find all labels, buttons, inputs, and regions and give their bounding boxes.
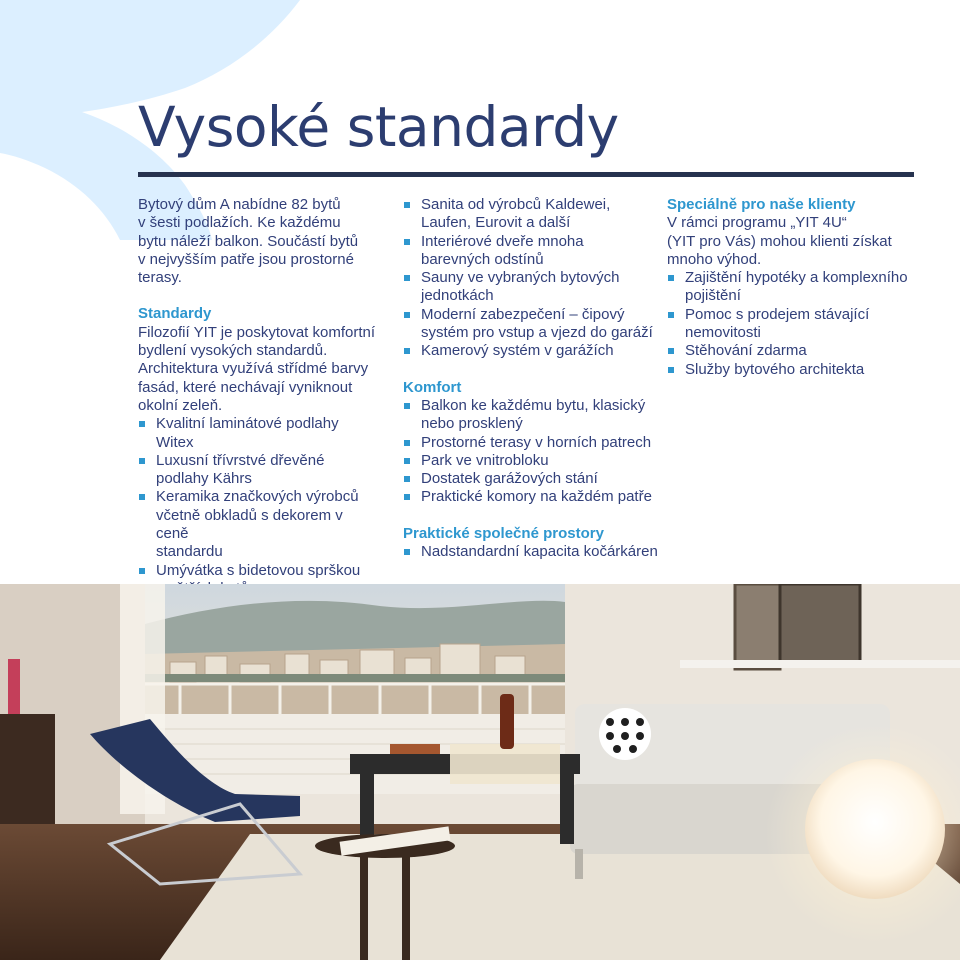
list-item: Moderní zabezpečení – čipový systém pro vstup a vjezd do garáží xyxy=(403,306,658,343)
bullet-icon xyxy=(404,275,410,281)
bullet-icon xyxy=(668,348,674,354)
list-item: Zajištění hypotéky a komplexního pojištění xyxy=(667,269,917,306)
list-item: Praktické komory na každém patře xyxy=(403,488,658,506)
column-features xyxy=(403,196,658,561)
bullet-icon xyxy=(404,348,410,354)
standards-text: Filozofií YIT je poskytovat komfortní bydlení vysokých standardů. Architektura využívá střídmé barvy fasád, které nechávají vyniknout okolní zeleň. xyxy=(138,323,376,414)
column-standards xyxy=(138,196,378,598)
list-item: Stěhování zdarma xyxy=(667,342,917,360)
heading-komfort: Komfort xyxy=(403,378,462,396)
bullet-icon xyxy=(404,202,410,208)
clients-list xyxy=(667,269,917,379)
bullet-icon xyxy=(668,275,674,281)
common-spaces-list xyxy=(403,543,658,561)
features-list xyxy=(403,196,658,361)
list-item: Kvalitní laminátové podlahy Witex xyxy=(138,415,378,452)
bullet-icon xyxy=(139,568,145,574)
list-item: Interiérové dveře mnoha barevných odstínů xyxy=(403,233,658,270)
page-title: Vysoké standardy xyxy=(138,95,619,159)
bullet-icon xyxy=(404,549,410,555)
list-item: Nadstandardní kapacita kočárkáren xyxy=(403,543,658,561)
bullet-icon xyxy=(404,312,410,318)
list-item: Dostatek garážových stání xyxy=(403,470,658,488)
bullet-icon xyxy=(139,458,145,464)
bullet-icon xyxy=(404,476,410,482)
heading-clients: Speciálně pro naše klienty xyxy=(667,196,856,213)
title-divider xyxy=(138,172,914,177)
standards-list xyxy=(138,415,378,598)
clients-text: V rámci programu „YIT 4U“ (YIT pro Vás) mohou klienti získat mnoho výhod. xyxy=(667,214,892,268)
komfort-list xyxy=(403,397,658,507)
bullet-icon xyxy=(404,440,410,446)
bullet-icon xyxy=(139,494,145,500)
bullet-icon xyxy=(404,239,410,245)
bullet-icon xyxy=(668,367,674,373)
list-item: Sauny ve vybraných bytových jednotkách xyxy=(403,269,658,306)
list-item: Pomoc s prodejem stávající nemovitosti xyxy=(667,306,917,343)
list-item: Keramika značkových výrobců včetně obkladů s dekorem v ceně standardu xyxy=(138,488,378,561)
bullet-icon xyxy=(139,421,145,427)
heading-standards: Standardy xyxy=(138,305,212,323)
list-item: Prostorné terasy v horních patrech xyxy=(403,434,658,452)
list-item: Luxusní třívrstvé dřevěné podlahy Kährs xyxy=(138,452,378,489)
list-item: Park ve vnitrobloku xyxy=(403,452,658,470)
heading-common-spaces: Praktické společné prostory xyxy=(403,524,604,542)
interior-photo xyxy=(0,584,960,960)
bullet-icon xyxy=(668,312,674,318)
bullet-icon xyxy=(404,403,410,409)
bullet-icon xyxy=(404,494,410,500)
list-item: Sanita od výrobců Kaldewei, Laufen, Eurovit a další xyxy=(403,196,658,233)
list-item: Služby bytového architekta xyxy=(667,361,917,379)
list-item: Umývátka s bidetovou sprškou xyxy=(138,562,378,599)
list-item: Kamerový systém v garážích xyxy=(403,342,658,360)
bullet-icon xyxy=(404,458,410,464)
column-clients xyxy=(667,196,917,379)
intro-text: Bytový dům A nabídne 82 bytů v šesti podlažích. Ke každému bytu náleží balkon. Součástí bytů v nejvyšším patře jsou prostorné terasy. xyxy=(138,196,359,287)
list-item: Balkon ke každému bytu, klasický nebo prosklený xyxy=(403,397,658,434)
